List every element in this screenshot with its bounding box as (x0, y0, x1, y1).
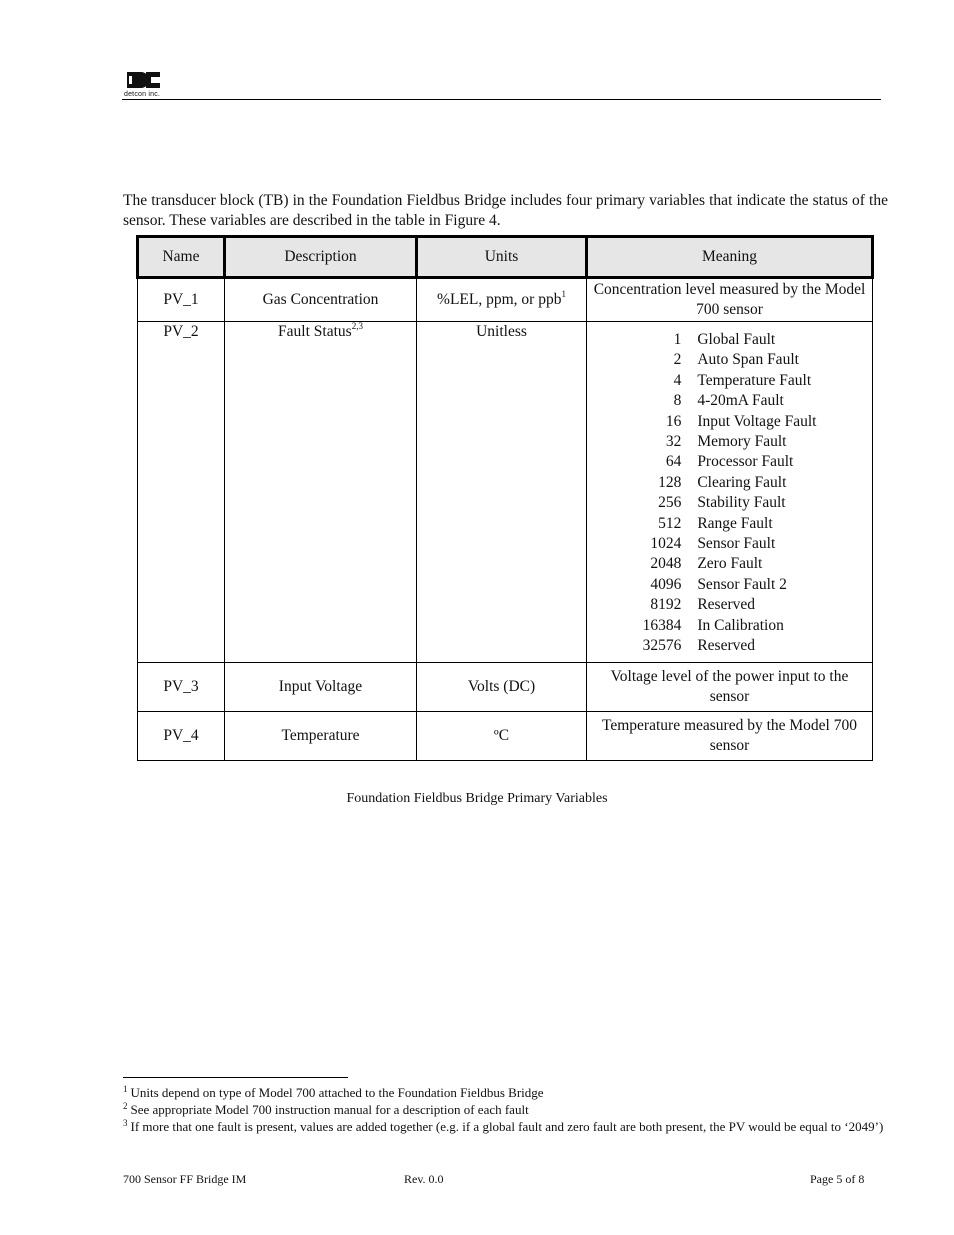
cell-name: PV_1 (138, 278, 225, 322)
footnote-text: If more that one fault is present, values are added together (e.g. if a global fault and zero fault are both present, the PV would be equal to ‘2049’) (130, 1119, 884, 1134)
fault-code-row (643, 575, 817, 595)
cell-description: Gas Concentration (225, 278, 417, 322)
fault-code-row (643, 636, 817, 656)
footnote-ref: 2,3 (351, 321, 363, 331)
cell-name: PV_2 (138, 322, 225, 663)
fault-code-row (643, 452, 817, 472)
fault-code-row (643, 514, 817, 534)
fault-name: Stability Fault (697, 494, 786, 512)
footnote-number: 1 (123, 1084, 128, 1094)
footnote (123, 1101, 889, 1118)
fault-name: In Calibration (697, 616, 784, 634)
footnote-ref: 1 (561, 289, 566, 299)
fault-code: 8192 (650, 596, 682, 614)
table-caption: Foundation Fieldbus Bridge Primary Variables (346, 791, 608, 806)
logo-text: detcon inc. (124, 91, 161, 98)
fault-code-row (643, 330, 817, 350)
fault-code-row (643, 616, 817, 636)
fault-code-row (643, 412, 817, 432)
cell-meaning: Concentration level measured by the Model 700 sensor (587, 278, 873, 322)
cell-description (225, 322, 417, 663)
description-text: Fault Status (278, 323, 352, 340)
cell-units: Volts (DC) (417, 663, 587, 712)
cell-units: Unitless (417, 322, 587, 663)
fault-code: 8 (673, 392, 682, 410)
fault-code-row (643, 371, 817, 391)
footnote-number: 2 (123, 1101, 128, 1111)
fault-name: Reserved (697, 596, 755, 614)
fault-name: 4-20mA Fault (697, 392, 784, 410)
header-description: Description (225, 237, 417, 278)
fault-code: 2 (673, 351, 682, 369)
fault-name: Input Voltage Fault (697, 412, 817, 430)
fault-name: Reserved (697, 637, 755, 655)
fault-code: 1 (673, 331, 682, 348)
intro-paragraph: The transducer block (TB) in the Foundation Fieldbus Bridge includes four primary variables that indicate the status of the sensor. These variables are described in the table in Figure 4. (123, 191, 888, 229)
table-row (138, 322, 873, 663)
fault-code: 32 (665, 433, 682, 451)
fault-name: Sensor Fault 2 (697, 575, 787, 593)
fault-name: Global Fault (697, 331, 776, 348)
fault-name: Zero Fault (697, 555, 763, 573)
fault-code: 4096 (650, 575, 682, 593)
fault-code: 2048 (650, 555, 682, 573)
cell-units: ºC (417, 712, 587, 761)
header-meaning: Meaning (587, 237, 873, 278)
fault-code: 256 (658, 494, 682, 512)
footnote-rule (123, 1077, 348, 1078)
footnote (123, 1118, 889, 1135)
fault-code-row (643, 595, 817, 615)
fault-name: Sensor Fault (697, 535, 776, 553)
fault-name: Processor Fault (697, 453, 794, 471)
table-row (138, 278, 873, 322)
cell-units (417, 278, 587, 322)
fault-code: 4 (673, 371, 682, 389)
footer-document-title: 700 Sensor FF Bridge IM (123, 1172, 247, 1186)
fault-code-row (643, 534, 817, 554)
fault-code-row (643, 473, 817, 493)
fault-code-row (643, 391, 817, 411)
fault-code: 512 (658, 514, 682, 532)
fault-code: 32576 (642, 637, 682, 655)
fault-code-row (643, 554, 817, 574)
cell-meaning-faults (587, 322, 873, 663)
table-row (138, 663, 873, 712)
fault-name: Temperature Fault (697, 371, 812, 389)
cell-meaning: Voltage level of the power input to the sensor (587, 663, 873, 712)
cell-name: PV_4 (138, 712, 225, 761)
table-row (138, 712, 873, 761)
fault-code-row (643, 432, 817, 452)
header-units: Units (417, 237, 587, 278)
fault-code: 16384 (642, 616, 682, 634)
fault-code: 128 (658, 473, 682, 491)
fault-code: 64 (665, 453, 682, 471)
cell-name: PV_3 (138, 663, 225, 712)
fault-code-row (643, 493, 817, 513)
header-name: Name (138, 237, 225, 278)
footnote-number: 3 (123, 1118, 128, 1128)
fault-code: 16 (665, 412, 682, 430)
fault-name: Clearing Fault (697, 473, 787, 491)
fault-code-row (643, 350, 817, 370)
cell-description: Temperature (225, 712, 417, 761)
fault-name: Auto Span Fault (697, 351, 799, 369)
footnotes (123, 1084, 889, 1135)
footnote (123, 1084, 889, 1101)
fault-code: 1024 (650, 535, 682, 553)
footer-revision: Rev. 0.0 (404, 1172, 444, 1186)
header-rule (122, 99, 881, 100)
footnote-text: See appropriate Model 700 instruction manual for a description of each fault (130, 1102, 529, 1117)
table-header-row (138, 237, 873, 278)
fault-name: Range Fault (697, 514, 773, 532)
cell-description: Input Voltage (225, 663, 417, 712)
fault-code-list (643, 330, 817, 657)
units-text: %LEL, ppm, or ppb (437, 291, 562, 308)
footer-page-number: Page 5 of 8 (810, 1172, 865, 1186)
cell-meaning: Temperature measured by the Model 700 sensor (587, 712, 873, 761)
fault-name: Memory Fault (697, 433, 787, 451)
primary-variables-table (136, 235, 874, 761)
footnote-text: Units depend on type of Model 700 attached to the Foundation Fieldbus Bridge (130, 1085, 544, 1100)
